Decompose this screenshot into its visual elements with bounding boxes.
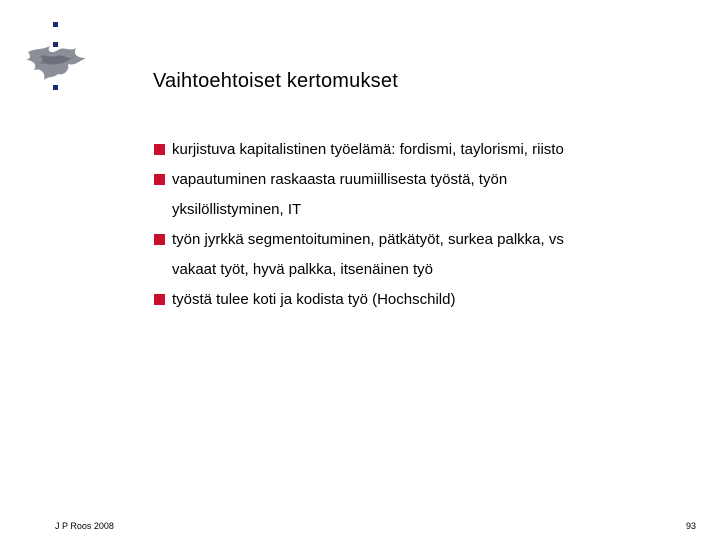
bullet-square-icon — [154, 234, 165, 245]
bullet-text: työn jyrkkä segmentoituminen, pätkätyöt, surkea palkka, vs — [172, 231, 564, 248]
bullet-square-icon — [154, 144, 165, 155]
bullet-text-continued: yksilöllistyminen, IT — [172, 201, 302, 218]
bullet-square-icon — [154, 294, 165, 305]
bullet-text-continued: vakaat työt, hyvä palkka, itsenäinen työ — [172, 261, 433, 278]
bullet-list — [153, 135, 698, 315]
bullet-text: työstä tulee koti ja kodista työ (Hochschild) — [172, 291, 456, 308]
bullet-item — [153, 285, 698, 315]
bullet-square-icon — [154, 174, 165, 185]
university-logo-icon — [20, 22, 90, 98]
bullet-item — [153, 135, 698, 165]
footer-author: J P Roos 2008 — [55, 521, 114, 531]
bullet-text: kurjistuva kapitalistinen työelämä: fordismi, taylorismi, riisto — [172, 141, 564, 158]
bullet-text: vapautuminen raskaasta ruumiillisesta työstä, työn — [172, 171, 508, 188]
slide-title: Vaihtoehtoiset kertomukset — [153, 70, 398, 92]
page-number: 93 — [685, 521, 696, 531]
bullet-item — [153, 165, 698, 225]
bullet-item — [153, 225, 698, 285]
